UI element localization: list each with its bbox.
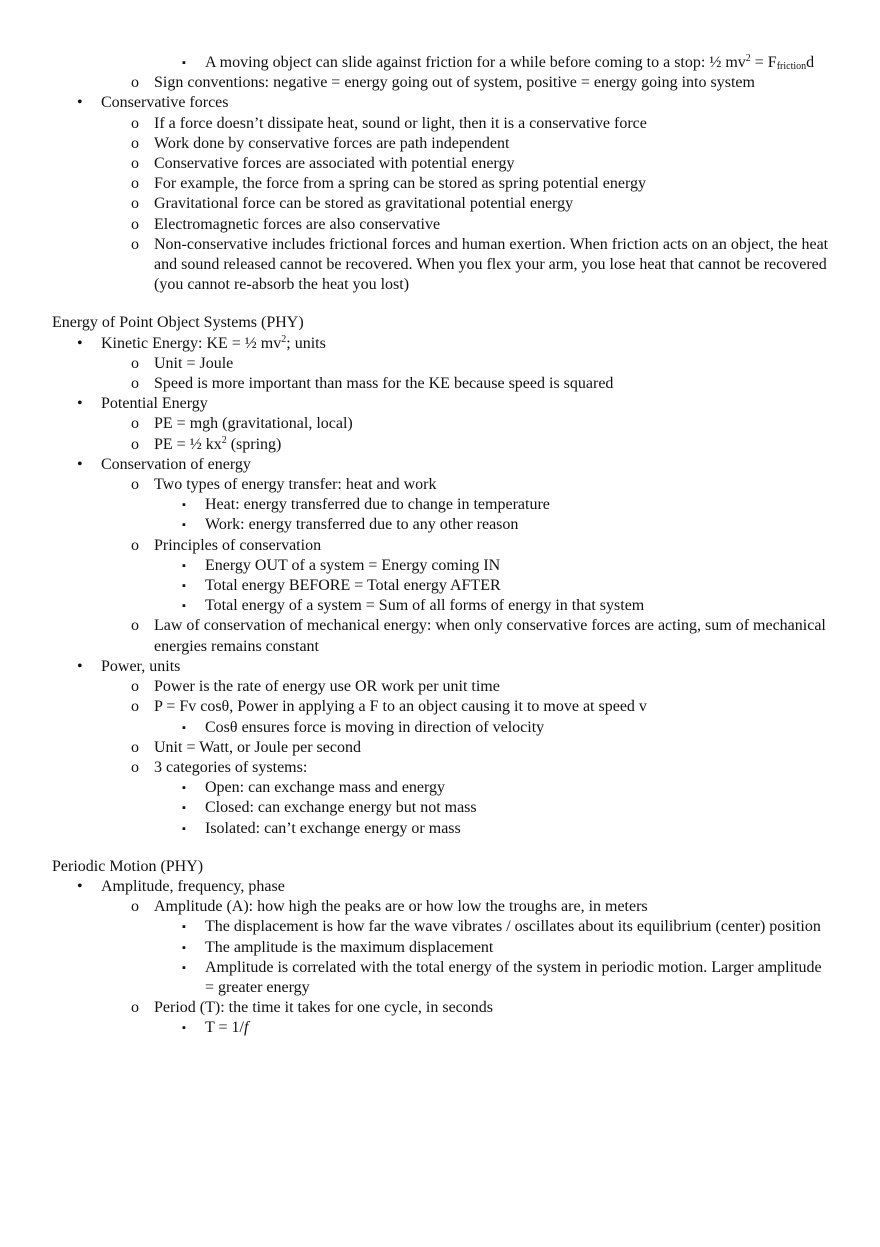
item-text: d [806,54,815,71]
circle-bullet-icon: o [131,354,139,372]
item-text: Conservation of energy [101,455,251,473]
circle-bullet-icon: o [131,678,139,696]
circle-bullet-icon: o [131,134,139,152]
list-item-level-3 [0,1018,830,1038]
item-text: = F [750,54,777,71]
list-item-level-3 [0,495,830,515]
list-item-level-2 [0,73,830,93]
circle-bullet-icon: o [131,898,139,916]
list-item-level-2 [0,114,830,134]
item-text: For example, the force from a spring can be stored as spring potential energy [154,175,646,193]
item-text: Kinetic Energy: KE = ½ mv [101,334,282,352]
list-item-level-1 [0,394,830,414]
list-item-level-1 [0,334,830,354]
circle-bullet-icon: o [131,435,139,453]
list-item-level-2 [0,998,830,1018]
list-item-level-3 [0,958,830,998]
item-text: Conservative forces are associated with potential energy [154,155,515,173]
item-text: Heat: energy transferred due to change in temperature [205,496,550,514]
item-text: Power is the rate of energy use OR work per unit time [154,678,500,696]
list-item-level-3 [0,798,830,818]
circle-bullet-icon: o [131,195,139,213]
square-bullet-icon: ▪ [182,57,186,69]
list-item-level-3 [0,53,830,73]
list-item-level-2 [0,174,830,194]
item-text: 3 categories of systems: [154,758,308,776]
item-text: 2 [221,434,227,446]
item-text: 2 [281,333,287,345]
square-bullet-icon: ▪ [182,961,186,974]
square-bullet-icon: ▪ [182,782,186,795]
item-text: Potential Energy [101,395,208,413]
item-text: Two types of energy transfer: heat and work [154,476,437,494]
circle-bullet-icon: o [131,215,139,233]
item-text: 2 [745,53,751,64]
list-item-level-1 [0,877,830,897]
item-text: If a force doesn’t dissipate heat, sound or light, then it is a conservative force [154,114,647,132]
item-text: (spring) [226,435,282,453]
bullet-icon: • [77,657,83,675]
item-text: friction [776,61,807,72]
list-item-level-3 [0,718,830,738]
circle-bullet-icon: o [131,114,139,132]
circle-bullet-icon: o [131,758,139,776]
list-item-level-3 [0,819,830,839]
list-item-level-1 [0,455,830,475]
item-text: The amplitude is the maximum displacement [205,938,494,956]
item-text: Cosθ ensures force is moving in direction of velocity [205,718,545,736]
circle-bullet-icon: o [131,235,139,253]
item-text: Principles of conservation [154,536,322,554]
square-bullet-icon: ▪ [182,499,186,512]
list-item-level-2 [0,354,830,374]
item-text: Sign conventions: negative = energy going out of system, positive = energy going into system [154,74,755,92]
circle-bullet-icon: o [131,74,139,92]
section-heading: Energy of Point Object Systems (PHY) [52,314,304,332]
list-item-level-2 [0,154,830,174]
list-item-level-3 [0,938,830,958]
list-item-level-3 [0,917,830,937]
document-page [0,53,830,1039]
item-text: A moving object can slide against friction for a while before coming to a stop: ½ mv [205,54,746,71]
item-text: Non-conservative includes frictional forces and human exertion. When friction acts on an object, the heat and sound released cannot be recovered. When you flex your arm, you lose heat that cannot be recovered (you cannot re-absorb the heat you lost) [154,235,829,294]
item-text: PE = ½ kx [154,435,222,453]
list-item-level-2 [0,215,830,235]
list-item-level-2 [0,677,830,697]
item-text: Gravitational force can be stored as gravitational potential energy [154,195,574,213]
circle-bullet-icon: o [131,155,139,173]
bullet-icon: • [77,455,83,473]
item-text: ; units [286,334,326,352]
list-item-level-2 [0,536,830,556]
bullet-icon: • [77,94,83,112]
item-text: Conservative forces [101,94,229,112]
circle-bullet-icon: o [131,617,139,635]
list-item-level-3 [0,778,830,798]
list-item-level-3 [0,596,830,616]
section-heading: Periodic Motion (PHY) [52,857,204,875]
item-text: Work: energy transferred due to any other reason [205,516,519,534]
list-item-level-1 [0,657,830,677]
bullet-icon: • [77,877,83,895]
item-text: T = 1/ [205,1019,244,1037]
item-text: The displacement is how far the wave vibrates / oscillates about its equilibrium (center) position [205,918,821,936]
circle-bullet-icon: o [131,375,139,393]
square-bullet-icon: ▪ [182,600,186,613]
item-text: Law of conservation of mechanical energy: when only conservative forces are acting, sum of mechanical energies remains constant [154,617,826,655]
bullet-icon: • [77,395,83,413]
list-item-level-2 [0,475,830,495]
item-text: P = Fv cosθ, Power in applying a F to an object causing it to move at speed v [154,698,647,716]
list-item-level-2 [0,738,830,758]
item-text: Isolated: can’t exchange energy or mass [205,819,461,837]
list-item-level-2 [0,374,830,394]
item-text: Period (T): the time it takes for one cycle, in seconds [154,999,494,1017]
item-text: Amplitude (A): how high the peaks are or how low the troughs are, in meters [154,898,648,916]
bullet-icon: • [77,334,83,352]
item-text: Work done by conservative forces are path independent [154,134,510,152]
square-bullet-icon: ▪ [182,721,186,734]
item-text: Total energy of a system = Sum of all forms of energy in that system [205,597,645,615]
circle-bullet-icon: o [131,175,139,193]
circle-bullet-icon: o [131,999,139,1017]
item-text: f [243,1019,249,1037]
list-item-level-3 [0,556,830,576]
circle-bullet-icon: o [131,476,139,494]
list-item-level-2 [0,697,830,717]
item-text: Speed is more important than mass for the KE because speed is squared [154,375,614,393]
square-bullet-icon: ▪ [182,580,186,593]
circle-bullet-icon: o [131,536,139,554]
item-text: Energy OUT of a system = Energy coming IN [205,556,501,574]
square-bullet-icon: ▪ [182,822,186,835]
square-bullet-icon: ▪ [182,519,186,532]
item-text: Electromagnetic forces are also conservative [154,215,441,233]
square-bullet-icon: ▪ [182,559,186,572]
circle-bullet-icon: o [131,415,139,433]
item-text: Unit = Watt, or Joule per second [154,738,361,756]
item-text: Amplitude, frequency, phase [101,877,285,895]
list-item-level-1 [0,93,830,113]
list-item-level-2 [0,758,830,778]
list-item-level-3 [0,576,830,596]
square-bullet-icon: ▪ [182,802,186,815]
item-text: Closed: can exchange energy but not mass [205,799,477,817]
item-text: Unit = Joule [154,354,234,372]
circle-bullet-icon: o [131,698,139,716]
item-text: Total energy BEFORE = Total energy AFTER [205,577,501,595]
square-bullet-icon: ▪ [182,941,186,954]
item-text: PE = mgh (gravitational, local) [154,415,353,433]
item-text: Amplitude is correlated with the total energy of the system in periodic motion. Larger amplitude = greater energy [205,958,822,996]
list-item-level-3 [0,515,830,535]
square-bullet-icon: ▪ [182,921,186,934]
square-bullet-icon: ▪ [182,1022,186,1035]
circle-bullet-icon: o [131,738,139,756]
item-text: Power, units [101,657,181,675]
list-item-level-2 [0,134,830,154]
list-item-level-2 [0,897,830,917]
list-item-level-2 [0,194,830,214]
list-item-level-2 [0,235,830,296]
list-item-level-2 [0,435,830,455]
list-item-level-2 [0,616,830,656]
list-item-level-2 [0,414,830,434]
item-text: Open: can exchange mass and energy [205,779,446,797]
